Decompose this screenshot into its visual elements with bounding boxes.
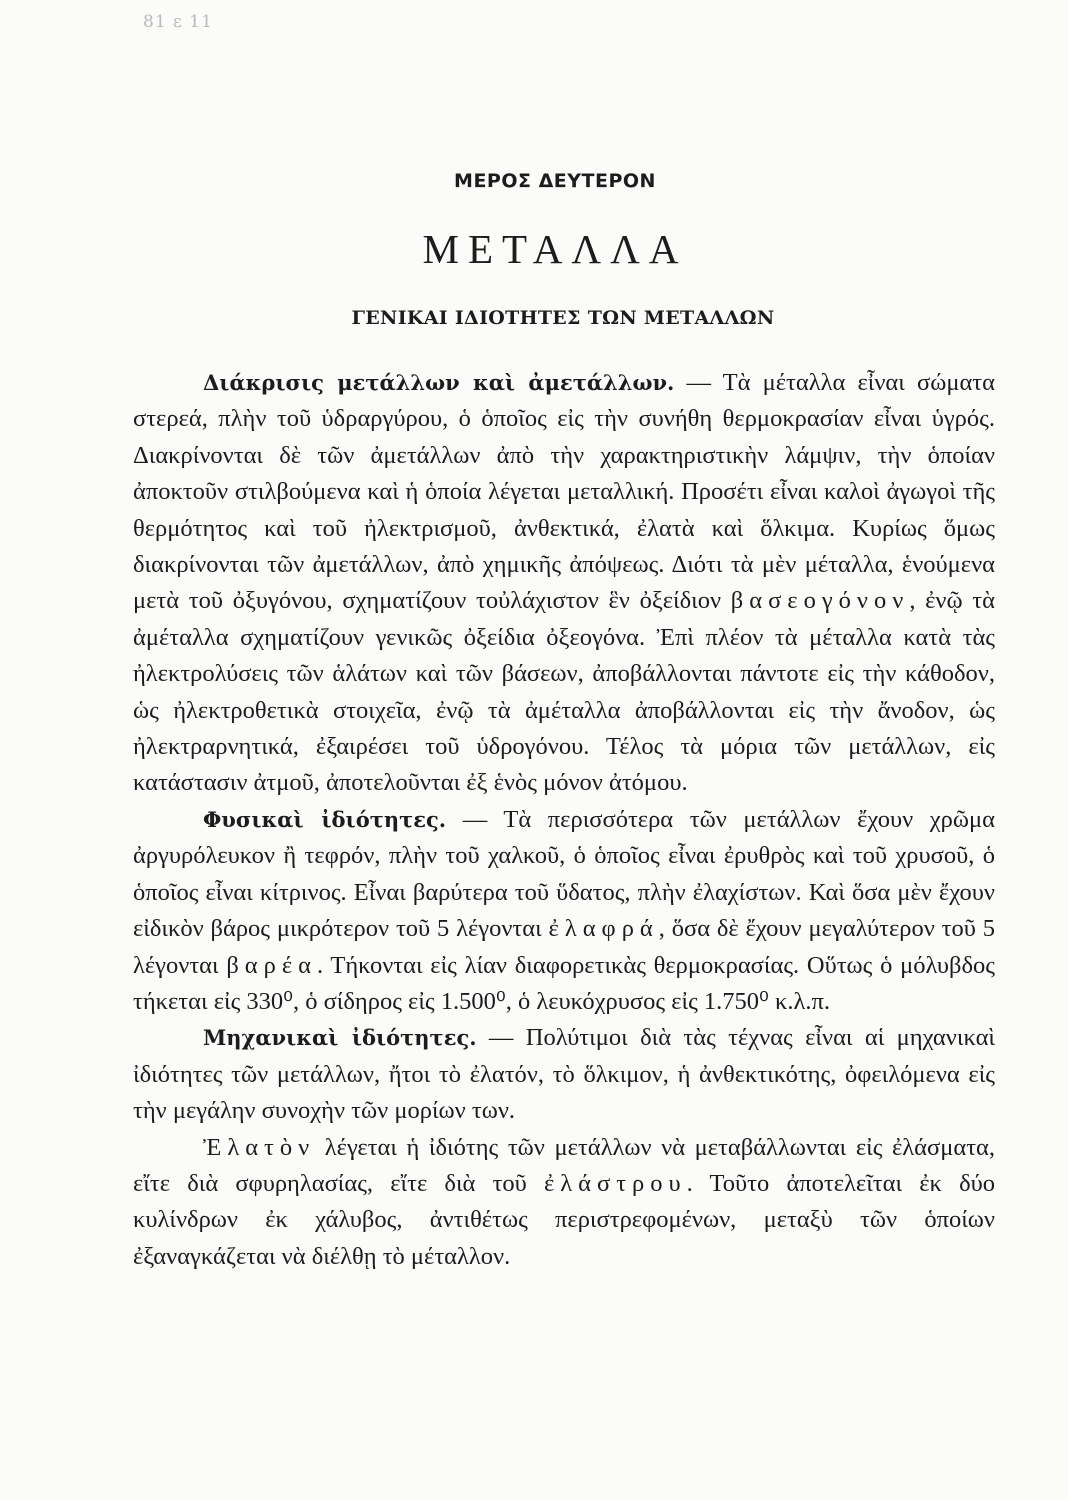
paragraph-text: — Πολύτιμοι διὰ τὰς τέχνας εἶναι αἱ μηχανικαὶ ἰδιότητες τῶν μετάλλων, ἤτοι τὸ ἐλατόν, τὸ ὅλκιμον, ἡ ἀνθεκτικότης, ὀφειλόμενα εἰς τὴν μεγάλην συνοχὴν τῶν μορίων των. — [133, 1024, 995, 1125]
paragraph-text: , ὅσα δὲ ἔχουν μεγαλύτερον τοῦ 5 λέγονται — [133, 915, 995, 979]
section-subtitle: ΓΕΝΙΚΑΙ ΙΔΙΟΤΗΤΕΣ ΤΩΝ ΜΕΤΑΛΛΩΝ — [351, 307, 775, 329]
paragraph-physical — [133, 802, 995, 1020]
paragraph-malleable — [133, 1130, 995, 1276]
body-text — [133, 365, 995, 1275]
paragraph-heading: Φυσικαὶ ἰδιότητες. — [203, 806, 447, 832]
spaced-term: βασεογόνον — [730, 587, 910, 615]
part-heading: ΜΕΡΟΣ ΔΕΥΤΕΡΟΝ — [454, 170, 656, 192]
paragraph-distinction — [133, 365, 995, 802]
paragraph-heading: Διάκρισις μετάλλων καὶ ἀμετάλλων. — [203, 370, 675, 395]
page-number: 81 ε 11 — [143, 12, 213, 32]
spaced-term: ἐλάστρου — [543, 1169, 687, 1197]
paragraph-text: . Τοῦτο ἀποτελεῖται ἐκ δύο κυλίνδρων ἐκ χάλυβος, ἀντιθέτως περιστρεφομένων, μεταξὺ τῶν ὁποίων ἐξαναγκάζεται νὰ διέλθῃ τὸ μέταλλον. — [133, 1169, 995, 1270]
chapter-title: ΜΕΤΑΛΛΑ — [422, 226, 688, 272]
paragraph-text: , ἐνῷ τὰ ἀμέταλλα σχηματίζουν γενικῶς ὀξείδια ὀξεογόνα. Ἐπὶ πλέον τὰ μέταλλα κατὰ τὰς ἠλεκτρολύσεις τῶν ἁλάτων καὶ τῶν βάσεων, ἀποβάλλονται πάντοτε εἰς τὴν κάθοδον, ὡς ἠλεκτροθετικὰ στοιχεῖα, ἐνῷ τὰ ἀμέταλλα ἀποβάλλονται εἰς τὴν ἄνοδον, ὡς ἠλεκτραρνητικά, ἐξαιρέσει τοῦ ὑδρογόνου. Τέλος τὰ μόρια τῶν μετάλλων, εἰς κατάστασιν ἀτμοῦ, ἀποτελοῦνται ἐξ ἑνὸς μόνον ἀτόμου. — [133, 587, 995, 797]
paragraph-text: λέγεται ἡ ἰδιότης τῶν μετάλλων νὰ μεταβάλλωνται εἰς ἐλάσματα, εἴτε διὰ σφυρηλασίας, εἴτε διὰ τοῦ — [133, 1133, 995, 1197]
paragraph-heading: Μηχανικαὶ ἰδιότητες. — [203, 1025, 477, 1051]
spaced-term: ἐλαφρά — [548, 915, 659, 943]
paragraph-text: . Τήκονται εἰς λίαν διαφορετικὰς θερμοκρασίας. Οὕτως ὁ μόλυβδος τήκεται εἰς 330⁰, ὁ σίδηρος εἰς 1.500⁰, ὁ λευκόχρυσος εἰς 1.750⁰ κ.λ.π. — [133, 951, 995, 1015]
paragraph-mechanical — [133, 1020, 995, 1129]
paragraph-text: — Τὰ μέταλλα εἶναι σώματα στερεά, πλὴν τοῦ ὑδραργύρου, ὁ ὁποῖος εἰς τὴν συνήθη θερμοκρασίαν εἶναι ὑγρός. Διακρίνονται δὲ τῶν ἀμετάλλων ἀπὸ τὴν χαρακτηριστικὴν λάμψιν, τὴν ὁποίαν ἀποκτοῦν στιλβούμενα καὶ ἡ ὁποία λέγεται μεταλλική. Προσέτι εἶναι καλοὶ ἀγωγοὶ τῆς θερμότητος καὶ τοῦ ἠλεκτρισμοῦ, ἀνθεκτικά, ἐλατὰ καὶ ὅλκιμα. Κυρίως ὅμως διακρίνονται τῶν ἀμετάλλων, ἀπὸ χημικῆς ἀπόψεως. Διότι τὰ μὲν μέταλλα, ἑνούμενα μετὰ τοῦ ὀξυγόνου, σχηματίζουν τοὐλάχιστον ἓν ὀξείδιον — [133, 369, 995, 615]
spaced-term: βαρέα — [226, 951, 317, 979]
paragraph-text: — Τὰ περισσότερα τῶν μετάλλων ἔχουν χρῶμα ἀργυρόλευκον ἢ τεφρόν, πλὴν τοῦ χαλκοῦ, ὁ ὁποῖος εἶναι ἐρυθρὸς καὶ τοῦ χρυσοῦ, ὁ ὁποῖος εἶναι κίτρινος. Εἶναι βαρύτερα τοῦ ὕδατος, πλὴν ἐλαχίστων. Καὶ ὅσα μὲν ἔχουν εἰδικὸν βάρος μικρότερον τοῦ 5 λέγονται — [133, 805, 995, 943]
spaced-term: Ἐλατὸν — [203, 1133, 316, 1161]
